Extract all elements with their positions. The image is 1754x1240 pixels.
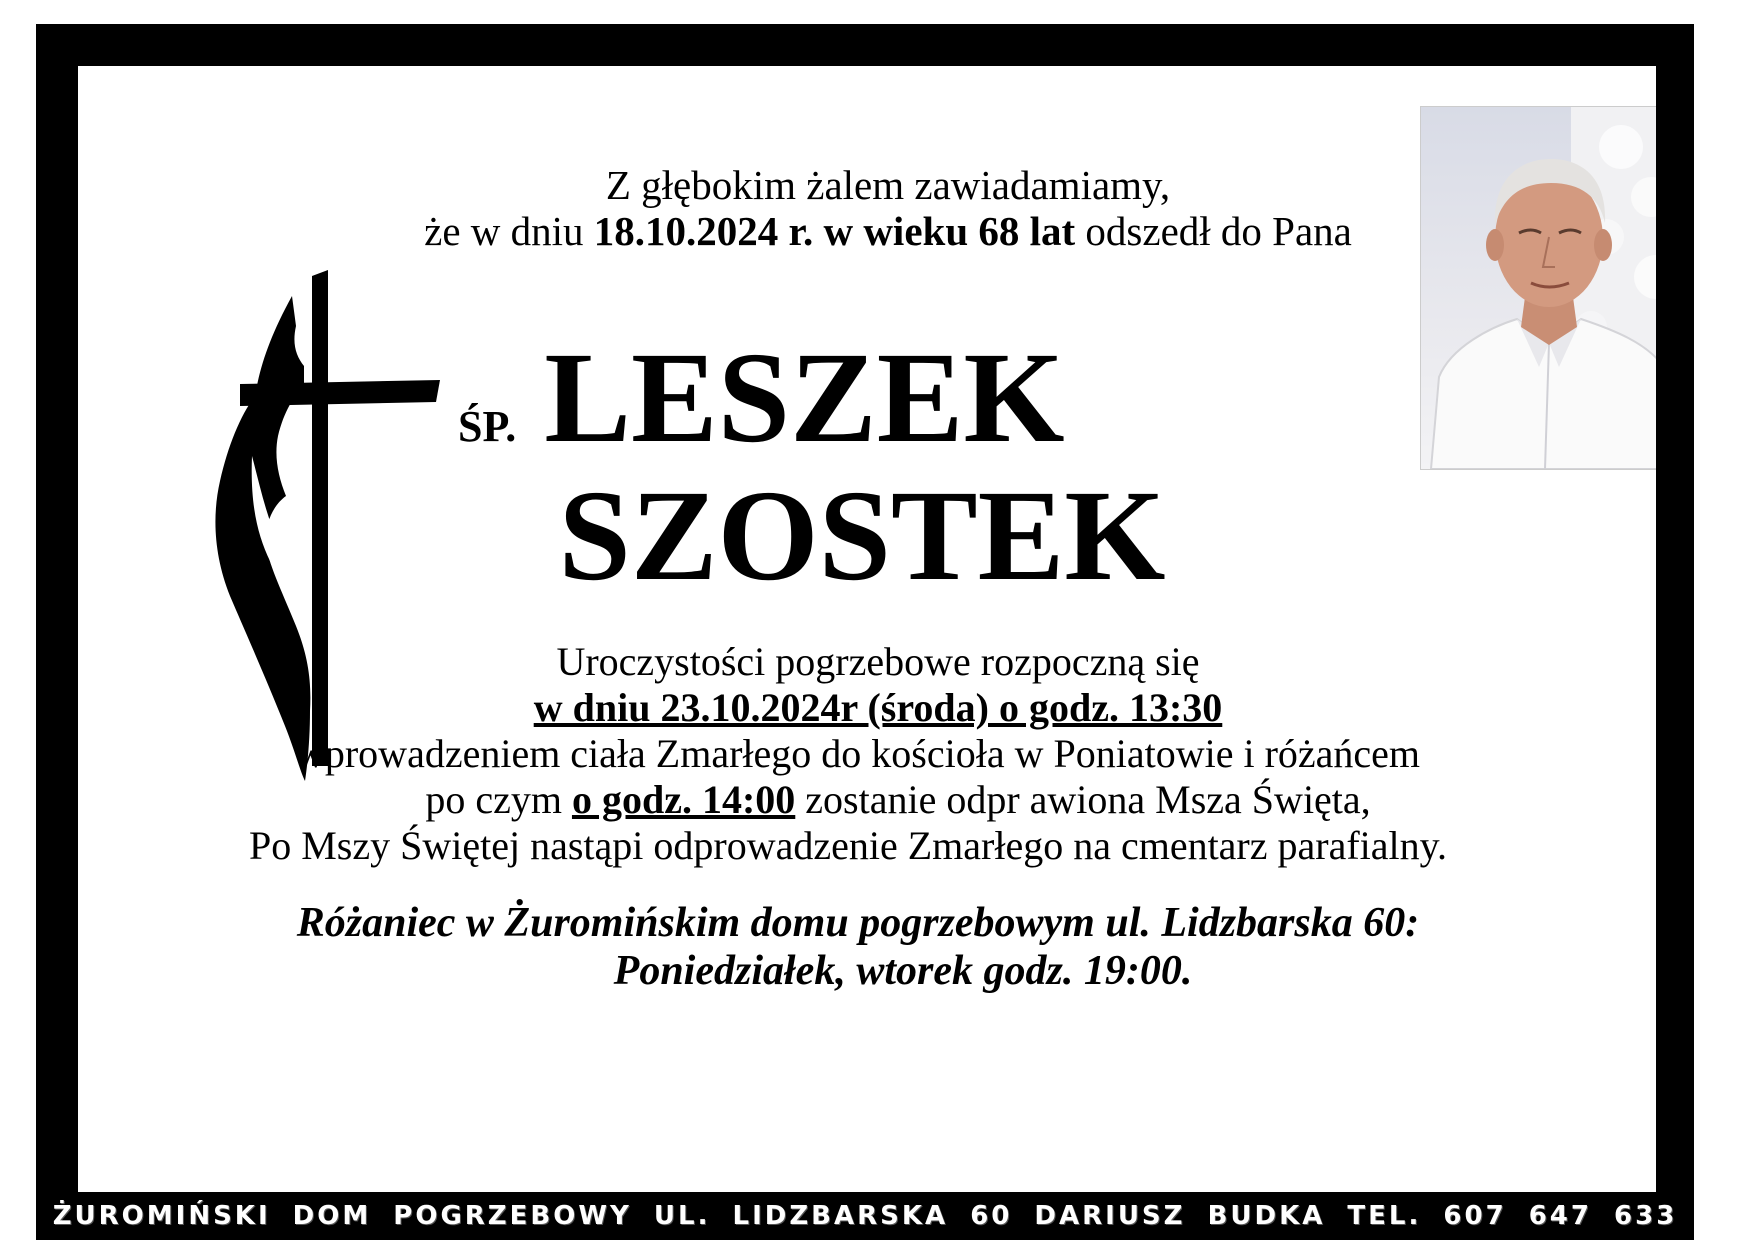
ceremony-line-4-post: zostanie odpr awiona Msza Święta, xyxy=(795,777,1371,822)
intro-text-2-post: odszedł do Pana xyxy=(1075,208,1352,254)
funeral-date-time: w dniu 23.10.2024r (środa) o godz. 13:30 xyxy=(533,685,1223,730)
rosary-line-2: Poniedziałek, wtorek godz. 19:00. xyxy=(613,948,1193,994)
ceremony-line-5: Po Mszy Świętej nastąpi odprowadzenie Zmarłego na cmentarz parafialny. xyxy=(248,823,1448,868)
ceremony-line-3: wprowadzeniem ciała Zmarłego do kościoła w Poniatowie i różańcem xyxy=(295,731,1421,776)
first-name: LESZEK xyxy=(544,326,1065,470)
intro-text-2-pre: że w dniu xyxy=(424,208,594,254)
death-date-age: 18.10.2024 r. w wieku 68 lat xyxy=(593,208,1076,254)
portrait-photo xyxy=(1420,106,1656,470)
deceased-first-name-line xyxy=(458,328,1308,468)
ceremony-line-4 xyxy=(258,778,1538,822)
intro-text-1: Z głębokim żalem zawiadamiamy, xyxy=(605,162,1171,208)
rosary-line-1: Różaniec w Żuromińskim domu pogrzebowym ul. Lidzbarska 60: xyxy=(296,900,1420,946)
last-name: SZOSTEK xyxy=(558,464,1166,608)
ceremony-line-1: Uroczystości pogrzebowe rozpoczną się xyxy=(556,639,1200,684)
black-border-frame xyxy=(36,24,1694,1240)
intro-line-2 xyxy=(338,206,1438,256)
name-prefix: ŚP. xyxy=(458,402,517,451)
ceremony-line-2 xyxy=(378,686,1378,730)
mass-time: o godz. 14:00 xyxy=(571,777,796,822)
intro-line-1 xyxy=(338,160,1438,210)
funeral-home-footer: ŻUROMIŃSKI DOM POGRZEBOWY UL. LIDZBARSKA 60 DARIUSZ BUDKA TEL. 607 647 633 xyxy=(52,1201,1678,1231)
notice-paper xyxy=(78,66,1656,1192)
ceremony-line-4-pre: po czym xyxy=(425,777,572,822)
